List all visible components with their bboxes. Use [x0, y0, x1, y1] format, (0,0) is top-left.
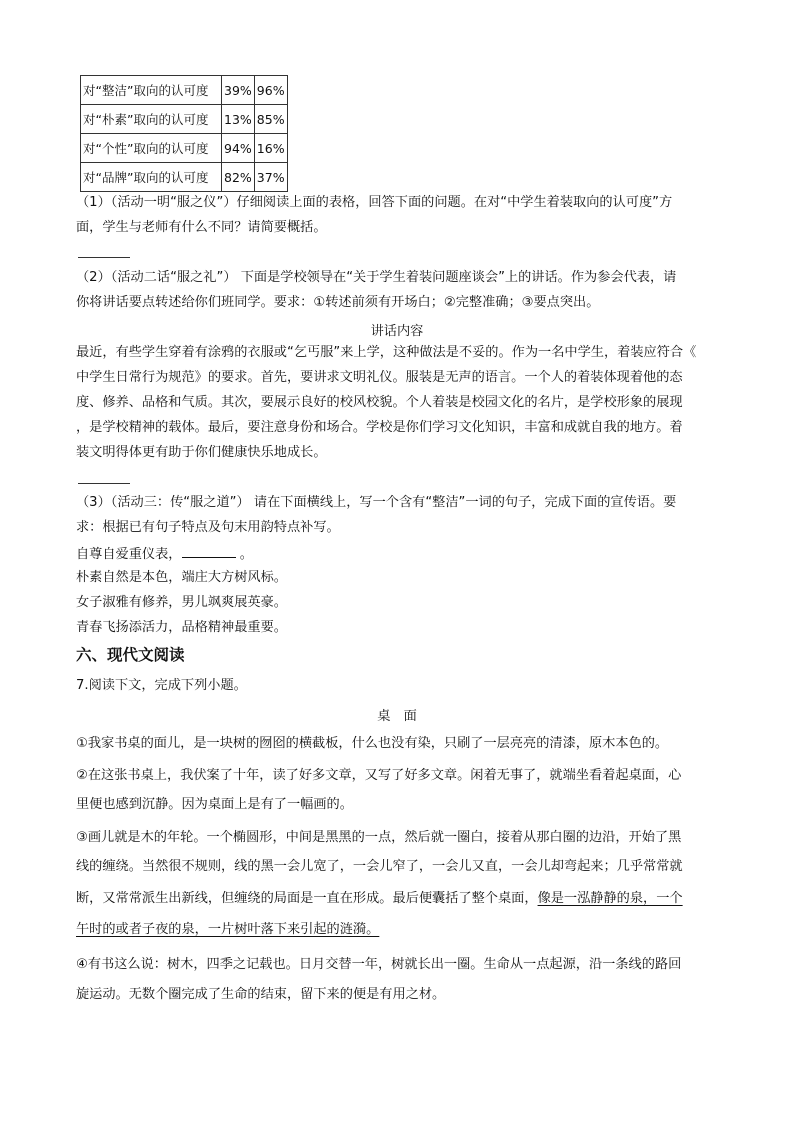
table-row	[81, 163, 288, 192]
article-paragraph-3	[76, 889, 683, 909]
table-cell: 37%	[254, 163, 287, 192]
reading-instruction: 7.阅读下文，完成下列小题。	[76, 678, 247, 693]
slogan-line: 女子淑雅有修养，男儿飒爽展英豪。	[76, 595, 287, 610]
underlined-sentence: 午时的或者子夜的泉，一片树叶落下来引起的涟漪。	[76, 922, 380, 937]
table-cell: 39%	[222, 76, 255, 105]
table-cell: 对“个性”取向的认可度	[81, 134, 222, 163]
table-cell: 对“品牌”取向的认可度	[81, 163, 222, 192]
article-paragraph-1: ①我家书桌的面儿，是一块树的囫囵的横截板，什么也没有染，只刷了一层亮亮的清漆，原木本色的。	[76, 736, 669, 751]
slogan-line-with-blank	[76, 543, 253, 565]
article-paragraph-4: 旋运动。无数个圈完成了生命的结束，留下来的便是有用之材。	[76, 987, 446, 1002]
table-cell: 94%	[222, 134, 255, 163]
table-cell: 96%	[254, 76, 287, 105]
question-2-line: 你将讲话要点转述给你们班同学。要求：①转述前须有开场白；②完整准确；③要点突出。	[76, 295, 600, 310]
answer-line[interactable]	[78, 483, 130, 484]
slogan-line: 青春飞扬添活力，品格精神最重要。	[76, 620, 287, 635]
speech-line: 最近，有些学生穿着有涂鸦的衣服或“乞丐服”来上学，这种做法是不妥的。作为一名中学生，着装应符合《	[76, 345, 697, 360]
table-cell: 13%	[222, 105, 255, 134]
table-cell: 对“朴素”取向的认可度	[81, 105, 222, 134]
article-paragraph-2: 里便也感到沉静。因为桌面上是有了一幅画的。	[76, 797, 353, 812]
article-paragraph-2: ②在这张书桌上，我伏案了十年，读了好多文章，又写了好多文章。闲着无事了，就端坐看着起桌面，心	[76, 768, 682, 783]
table-row	[81, 134, 288, 163]
underlined-sentence: 像是一泓静静的泉，一个	[537, 891, 683, 906]
question-3-line: （3）（活动三：传“服之道”） 请在下面横线上，写一个含有“整洁”一词的句子，完成下面的宣传语。要	[76, 495, 677, 510]
article-paragraph-4: ④有书这么说：树木，四季之记载也。日月交替一年，树就长出一圈。生命从一点起源，沿一条线的路回	[76, 957, 682, 972]
article-title: 桌 面	[377, 709, 417, 724]
article-text: 断，又常常派生出新线，但缠绕的局面是一直在形成。最后便囊括了整个桌面，	[76, 891, 538, 906]
slogan-line: 朴素自然是本色，端庄大方树风标。	[76, 570, 287, 585]
speech-line: 度、修养、品格和气质。其次，要展示良好的校风校貌。个人着装是校园文化的名片，是学校形象的展现	[76, 395, 683, 410]
attitude-survey-table	[80, 75, 288, 192]
speech-title: 讲话内容	[370, 324, 424, 339]
speech-line: ，是学校精神的载体。最后，要注意身份和场合。学校是你们学习文化知识，丰富和成就自我的地方。着	[76, 420, 683, 435]
speech-line: 中学生日常行为规范》的要求。首先，要讲求文明礼仪。服装是无声的语言。一个人的着装体现着他的态	[76, 370, 683, 385]
speech-line: 装文明得体更有助于你们健康快乐地成长。	[76, 445, 327, 460]
article-paragraph-3	[76, 920, 379, 940]
table-cell: 对“整洁”取向的认可度	[81, 76, 222, 105]
question-2-line: （2）（活动二话“服之礼”） 下面是学校领导在“关于学生着装问题座谈会”上的讲话。作为参会代表，请	[76, 270, 677, 285]
question-1-line: 面，学生与老师有什么不同？请简要概括。	[76, 220, 327, 235]
section-heading: 六、现代文阅读	[76, 646, 185, 664]
question-1-line: （1）（活动一明“服之仪”）仔细阅读上面的表格，回答下面的问题。在对“中学生着装取向的认可度”方	[76, 195, 673, 210]
table-cell: 85%	[254, 105, 287, 134]
article-paragraph-3: 线的缠绕。当然很不规则，线的黑一会儿宽了，一会儿窄了，一会儿又直，一会儿却弯起来；几乎常常就	[76, 859, 683, 874]
table-row	[81, 76, 288, 105]
question-3-line: 求：根据已有句子特点及句末用韵特点补写。	[76, 520, 340, 535]
table-row	[81, 105, 288, 134]
answer-line[interactable]	[78, 257, 130, 258]
article-paragraph-3: ③画儿就是木的年轮。一个椭圆形，中间是黑黑的一点，然后就一圈白，接着从那白圈的边沿，开始了黑	[76, 830, 682, 845]
slogan-suffix: 。	[239, 547, 253, 562]
slogan-prefix: 自尊自爱重仪表，	[76, 547, 182, 562]
table-cell: 16%	[254, 134, 287, 163]
table-cell: 82%	[222, 163, 255, 192]
fill-in-blank[interactable]	[182, 543, 236, 558]
